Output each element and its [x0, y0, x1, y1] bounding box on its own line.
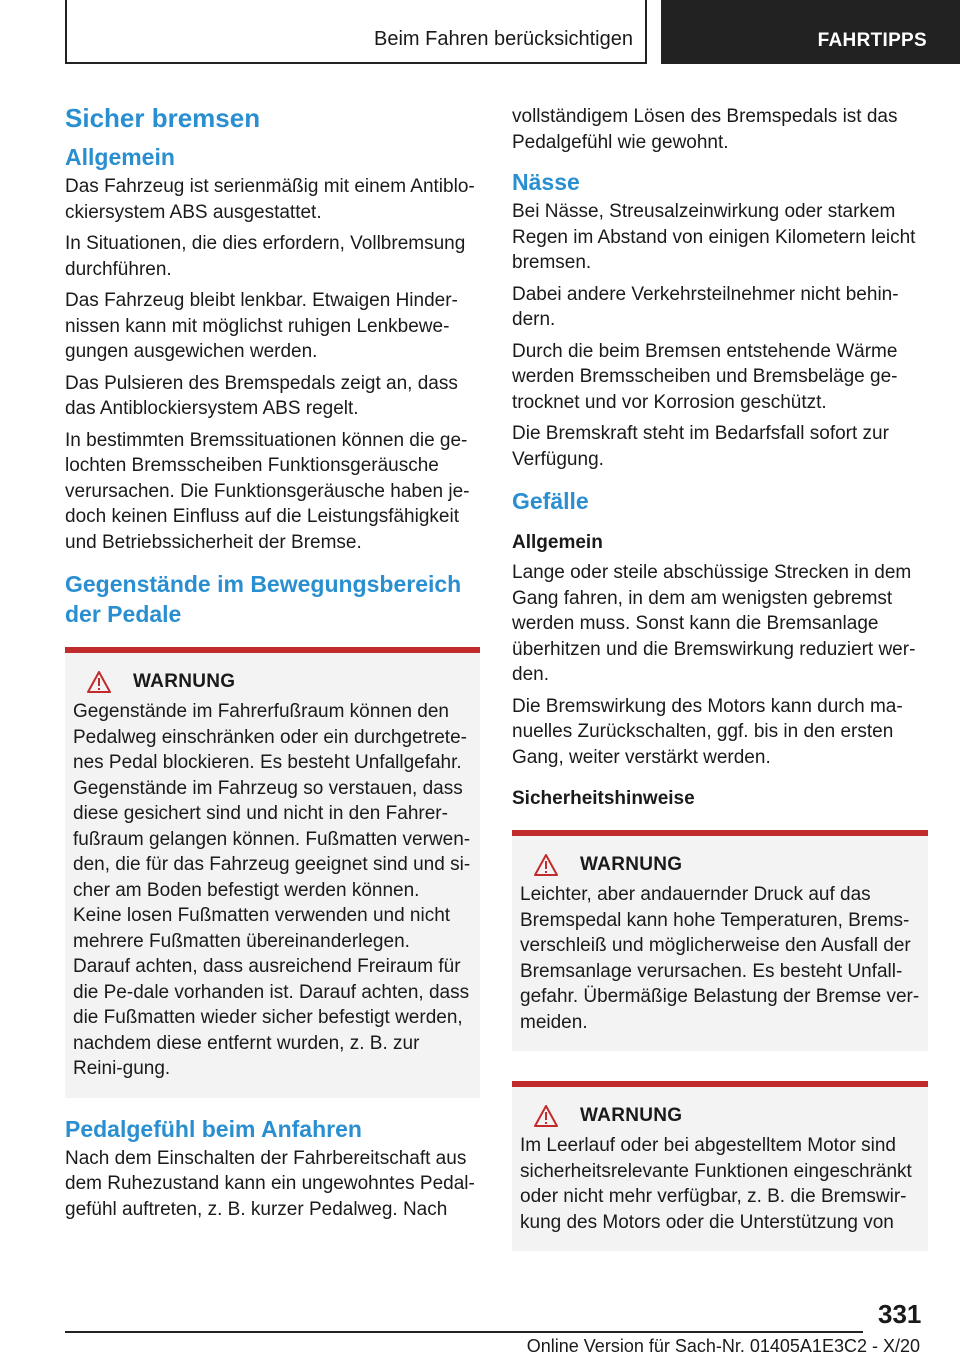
paragraph: Bei Nässe, Streusalzeinwirkung oder starkem Regen im Abstand von einigen Kilometern leicht bremsen.: [512, 201, 916, 273]
paragraph: In Situationen, die dies erfordern, Vollbremsung durchführen.: [65, 233, 466, 280]
left-column: [65, 100, 480, 1228]
paragraph: In bestimmten Bremssituationen können die ge-lochten Bremsscheiben Funktionsgeräusche verursachen. Die Funktionsgeräusche haben je-doch keinen Einfluss auf die Leistungsfähigkeit und Betriebssicherheit der Bremse.: [65, 429, 470, 553]
warning-header: [520, 1105, 920, 1127]
paragraph: Die Bremskraft steht im Bedarfsfall sofort zur Verfügung.: [512, 423, 889, 470]
warning-triangle-icon: [534, 854, 558, 876]
paragraph: Durch die beim Bremsen entstehende Wärme werden Bremsscheiben und Bremsbeläge ge-trocknet und vor Korrosion geschützt.: [512, 340, 898, 413]
header-chapter-box: [661, 0, 960, 64]
footer-online-version: Online Version für Sach-Nr. 01405A1E3C2 - X/20: [526, 1336, 920, 1356]
page-number: 331: [878, 1299, 922, 1329]
subheading-sicherheitshinweise: Sicherheitshinweise: [512, 788, 695, 809]
section-title: Sicher bremsen: [65, 103, 261, 133]
paragraph: Dabei andere Verkehrsteilnehmer nicht behin-dern.: [512, 283, 899, 330]
warning-text: Gegenstände im Fahrerfußraum können den Pedalweg einschränken oder ein durchgetrete-nes Pedal blockieren. Es besteht Unfallgefahr. Gegenstände im Fahrzeug so verstauen, dass diese gesichert sind und nicht in den Fahrer-fußraum gelangen können. Fußmatten verwen-den, die für das Fahrzeug geeignet sind und si-cher am Boden befestigt werden können. Keine losen Fußmatten verwenden und nicht mehrere Fußmatten übereinanderlegen. Darauf achten, dass ausreichend Freiraum für die Pe-dale vorhanden ist. Darauf achten, dass die Fußmatten wieder sicher befestigt werden, nachdem diese entfernt wurden, z. B. zur Reini-gung.: [73, 701, 471, 1079]
heading-gegenstaende: Gegenstände im Bewegungsbereich der Pedale: [65, 571, 462, 627]
header-section-box: [65, 0, 647, 64]
page-header: [0, 0, 960, 66]
heading-gefaelle: Gefälle: [512, 488, 589, 514]
paragraph: Die Bremswirkung des Motors kann durch ma-nuelles Zurückschalten, ggf. bis in den ersten Gang, weiter verstärkt werden.: [512, 695, 903, 768]
paragraph: Nach dem Einschalten der Fahrbereitschaft aus dem Ruhezustand kann ein ungewohntes Pedal-gefühl auftreten, z. B. kurzer Pedalweg. Nach: [65, 1147, 475, 1220]
subheading-allgemein: Allgemein: [512, 532, 603, 553]
paragraph: Das Fahrzeug bleibt lenkbar. Etwaigen Hinder-nissen kann mit möglichst ruhigen Lenkbewe-gungen ausgewichen werden.: [65, 290, 458, 362]
warning-header: [73, 671, 472, 693]
warning-box: [512, 1081, 928, 1251]
footer-divider: [65, 1331, 863, 1333]
warning-title: WARNUNG: [580, 854, 683, 875]
paragraph: Lange oder steile abschüssige Strecken in dem Gang fahren, in dem am wenigsten gebremst werden muss. Sonst kann die Bremsanlage überhitzen und die Bremswirkung reduziert wer-den.: [512, 562, 916, 685]
warning-title: WARNUNG: [580, 1105, 683, 1126]
paragraph: vollständigem Lösen des Bremspedals ist das Pedalgefühl wie gewohnt.: [512, 106, 898, 153]
right-column: [512, 100, 928, 1265]
header-chapter-title: FAHRTIPPS: [817, 30, 927, 51]
heading-naesse: Nässe: [512, 169, 580, 195]
warning-text: Leichter, aber andauernder Druck auf das Bremspedal kann hohe Temperaturen, Brems-verschleiß und möglicherweise den Ausfall der Bremsanlage verursachen. Es besteht Unfall-gefahr. Übermäßige Belastung der Bremse ver-meiden.: [520, 884, 920, 1033]
warning-triangle-icon: [534, 1105, 558, 1127]
paragraph: Das Fahrzeug ist serienmäßig mit einem Antiblo-ckiersystem ABS ausgestattet.: [65, 176, 475, 223]
warning-box: [512, 830, 928, 1051]
warning-header: [520, 854, 920, 876]
warning-title: WARNUNG: [133, 671, 236, 692]
paragraph: Das Pulsieren des Bremspedals zeigt an, dass das Antiblockiersystem ABS regelt.: [65, 372, 458, 419]
warning-text: Im Leerlauf oder bei abgestelltem Motor sind sicherheitsrelevante Funktionen eingeschränkt oder nicht mehr verfügbar, z. B. die Bremswir-kung des Motors oder die Unterstützung von: [520, 1135, 912, 1233]
heading-allgemein: Allgemein: [65, 144, 175, 170]
warning-triangle-icon: [87, 671, 111, 693]
warning-box: [65, 647, 480, 1098]
heading-pedalgefuehl: Pedalgefühl beim Anfahren: [65, 1115, 362, 1142]
header-section-title: Beim Fahren berücksichtigen: [373, 28, 633, 50]
